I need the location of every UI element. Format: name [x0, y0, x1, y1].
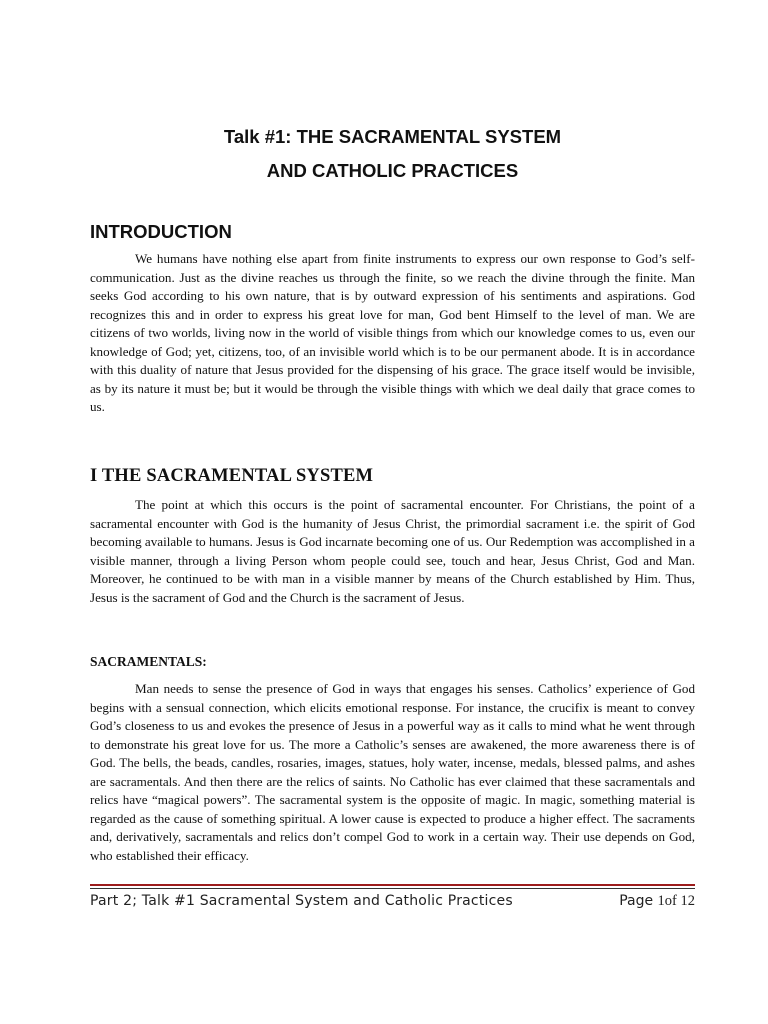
document-title-line-1: Talk #1: THE SACRAMENTAL SYSTEM: [223, 126, 562, 147]
footer-document-label: Part 2; Talk #1 Sacramental System and Catholic Practices: [90, 893, 513, 909]
footer-page-count: 1of 12: [657, 893, 695, 909]
sacramentals-paragraph: Man needs to sense the presence of God in ways that engages his senses. Catholics’ experience of God begins with a sensual connection, which elicits emotional response. For instance, the crucifix is meant to convey God’s closeness to us and evokes the presence of Jesus in a powerful way as it calls to mind what he went through to demonstrate his great love for us. The more a Catholic’s senses are awakened, the more awareness there is of God. The bells, the beads, candles, rosaries, images, statues, holy water, incense, medals, blessed palms, and ashes are sacramentals. And then there are the relics of saints. No Catholic has ever claimed that these sacramentals and relics have “magical powers”. The sacramental system is the opposite of magic. In magic, something material is regarded as the cause of something spiritual. A lower cause is expected to produce a higher effect. The sacraments and, derivatively, sacramentals and relics don’t compel God to work in a certain way. Their use depends on God, who established their efficacy.: [90, 681, 695, 863]
footer-rule-red: [90, 884, 695, 886]
footer-rule-black: [90, 888, 695, 889]
sacramental-system-paragraph: The point at which this occurs is the point of sacramental encounter. For Christians, the point of a sacramental encounter with God is the humanity of Jesus Christ, the primordial sacrament i.e. the spirit of God becoming available to humans. Jesus is God incarnate becoming one of us. Our Redemption was accomplished in a visible manner, through a living Person whom people could see, touch and hear, Jesus Christ, God and Man. Moreover, he continued to be with man in a visible manner by means of the Church established by Him. Thus, Jesus is the sacrament of God and the Church is the sacrament of Jesus.: [90, 497, 695, 605]
introduction-paragraph: We humans have nothing else apart from finite instruments to express our own response to God’s self-communication. Just as the divine reaches us through the finite, so we reach the divine through the finite. Man seeks God according to his own nature, that is by outward expression of his sentiments and aspirations. God recognizes this and in order to express his great love for man, God bent Himself to the level of man. We are citizens of two worlds, living now in the world of visible things from which our knowledge comes to us, even our knowledge of God; yet, citizens, too, of an invisible world which is to be our permanent abode. It is in accordance with this duality of nature that Jesus provided for the dispensing of his grace. The grace itself would be invisible, as by its nature it must be; but it would be through the visible things with which we deal daily that grace comes to us.: [90, 251, 695, 414]
sacramental-system-heading: I THE SACRAMENTAL SYSTEM: [90, 466, 374, 486]
footer-page-number: [619, 893, 695, 910]
page-footer: [90, 893, 695, 915]
footer-page-label: Page: [619, 893, 658, 909]
introduction-heading: INTRODUCTION: [90, 221, 232, 242]
sacramentals-heading: SACRAMENTALS:: [90, 654, 207, 669]
document-title-line-2: AND CATHOLIC PRACTICES: [266, 160, 519, 181]
